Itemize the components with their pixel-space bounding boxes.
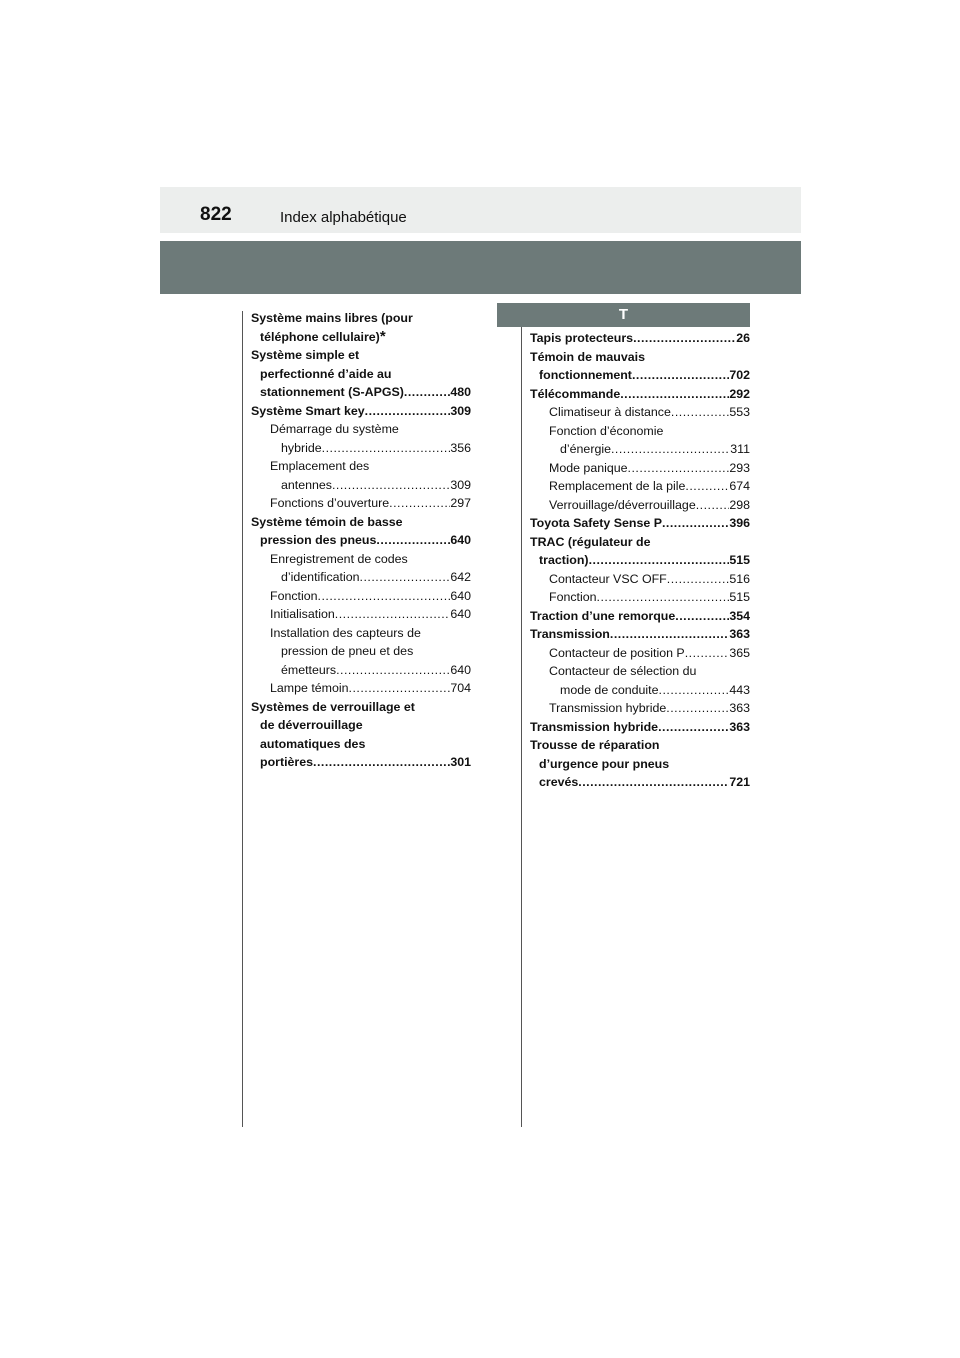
page-ref: 640 <box>450 588 471 603</box>
entry-text: antennes <box>281 477 332 492</box>
page-ref: 553 <box>729 405 750 419</box>
entry-text: Système témoin de basse <box>251 514 403 529</box>
page-header-bar <box>160 187 801 233</box>
entry-text: d’énergie <box>560 442 611 456</box>
page-ref: 292 <box>729 386 750 401</box>
entry-text: portières <box>260 755 314 769</box>
index-column-left <box>251 309 471 772</box>
page-ref: 301 <box>450 755 471 769</box>
index-subentry <box>530 644 750 663</box>
entry-text: mode de conduite <box>560 682 659 697</box>
entry-text: Tapis protecteurs <box>530 331 634 345</box>
index-subentry <box>251 550 471 587</box>
entry-text: traction) <box>539 553 589 567</box>
index-subentry <box>530 496 750 515</box>
entry-text: Témoin de mauvais <box>530 349 645 364</box>
entry-text: Emplacement des <box>270 459 370 473</box>
index-entry <box>530 736 750 792</box>
page-ref: 363 <box>729 701 750 715</box>
page-ref: 443 <box>729 682 750 697</box>
entry-text: téléphone cellulaire) <box>260 329 380 344</box>
entry-text: Systèmes de verrouillage et <box>251 699 415 714</box>
entry-text: émetteurs <box>281 662 337 677</box>
entry-text: Fonction <box>549 590 597 604</box>
index-subentry <box>251 605 471 624</box>
entry-text: Verrouillage/déverrouillage <box>549 497 696 512</box>
index-entry <box>530 385 750 404</box>
page-number: 822 <box>200 204 232 225</box>
entry-text: Remplacement de la pile <box>549 479 686 493</box>
index-column-right <box>530 329 750 792</box>
index-entry <box>251 402 471 421</box>
entry-text: Initialisation <box>270 607 335 621</box>
column-rule-left <box>242 311 243 1127</box>
page-ref: 480 <box>450 385 471 399</box>
index-subentry <box>530 662 750 699</box>
index-subentry <box>530 459 750 478</box>
page-ref: 311 <box>730 442 750 456</box>
page-ref: 297 <box>450 496 471 510</box>
index-subentry <box>530 403 750 422</box>
entry-text: Contacteur de position P <box>549 645 685 660</box>
column-rule-right <box>521 311 522 1127</box>
page-ref: 702 <box>729 368 750 382</box>
page-ref: 365 <box>729 645 750 660</box>
page-ref: 704 <box>450 681 471 695</box>
page-ref: 674 <box>729 479 750 493</box>
entry-text: Fonction <box>270 588 318 603</box>
index-entry <box>530 718 750 737</box>
index-entry <box>251 698 471 772</box>
entry-text: Climatiseur à distance <box>549 405 671 419</box>
entry-text: automatiques des <box>260 736 366 751</box>
entry-text: Toyota Safety Sense P <box>530 516 662 530</box>
index-entry <box>530 607 750 626</box>
entry-text: Télécommande <box>530 386 621 401</box>
index-subentry <box>251 587 471 606</box>
index-subentry <box>251 679 471 698</box>
index-entry <box>530 625 750 644</box>
page-ref: 515 <box>729 590 750 604</box>
index-subentry <box>251 457 471 494</box>
page-ref: 26 <box>736 331 750 345</box>
index-entry <box>530 348 750 385</box>
index-entry <box>530 329 750 348</box>
entry-text: Système mains libres (pour <box>251 311 413 325</box>
entry-text: Transmission hybride <box>549 701 667 715</box>
entry-text: Mode panique <box>549 460 628 475</box>
index-subentry <box>530 588 750 607</box>
entry-text: Installation des capteurs de <box>270 625 421 640</box>
page-ref: 642 <box>450 570 471 584</box>
entry-text: Fonctions d’ouverture <box>270 496 390 510</box>
index-entry <box>251 346 471 402</box>
page-ref: 356 <box>450 440 471 455</box>
entry-text: d’identification <box>281 570 360 584</box>
entry-text: Lampe témoin <box>270 681 349 695</box>
page-ref: 515 <box>729 553 750 567</box>
section-letter-header: T <box>497 303 750 327</box>
page-ref: 396 <box>729 516 750 530</box>
entry-text: fonctionnement <box>539 368 632 382</box>
page-ref: 354 <box>729 608 750 623</box>
page-ref: 640 <box>450 607 471 621</box>
entry-text: Contacteur de sélection du <box>549 664 697 678</box>
page-ref: 516 <box>729 571 750 586</box>
index-subentry <box>530 570 750 589</box>
entry-text: crevés <box>539 775 579 789</box>
entry-text: pression des pneus <box>260 533 377 547</box>
entry-text: Système simple et <box>251 348 360 362</box>
index-subentry <box>251 420 471 457</box>
page-ref: 293 <box>729 460 750 475</box>
entry-text: Traction d’une remorque <box>530 608 676 623</box>
index-subentry <box>530 699 750 718</box>
entry-text: Contacteur VSC OFF <box>549 571 667 586</box>
index-entry: Système mains libres (pour téléphone cellulaire) * <box>251 311 413 345</box>
entry-text: perfectionné d’aide au <box>260 366 392 381</box>
entry-text: hybride <box>281 440 322 455</box>
entry-text: Démarrage du système <box>270 422 399 436</box>
page-ref: 309 <box>450 403 471 418</box>
page-ref: 363 <box>729 627 750 641</box>
entry-text: de déverrouillage <box>260 718 363 732</box>
page-ref: 721 <box>729 775 750 789</box>
page-ref: 298 <box>729 497 750 512</box>
page-ref: 309 <box>450 477 471 492</box>
entry-text: Système Smart key <box>251 403 365 418</box>
index-subentry <box>530 422 750 459</box>
header-band <box>160 241 801 294</box>
page-ref: 640 <box>450 533 471 547</box>
entry-text: Transmission hybride <box>530 719 659 734</box>
page-ref: 363 <box>729 719 750 734</box>
index-entry <box>251 513 471 550</box>
entry-text: Fonction d’économie <box>549 423 664 438</box>
index-subentry <box>251 494 471 513</box>
page-title: Index alphabétique <box>280 209 407 226</box>
index-subentry <box>251 624 471 680</box>
entry-text: stationnement (S-APGS) <box>260 385 404 399</box>
entry-text: Transmission <box>530 627 610 641</box>
entry-text: TRAC (régulateur de <box>530 534 651 549</box>
entry-text: d’urgence pour pneus <box>539 756 670 771</box>
entry-text: Trousse de réparation <box>530 738 660 752</box>
index-entry <box>530 533 750 570</box>
entry-text: pression de pneu et des <box>281 644 414 658</box>
index-subentry <box>530 477 750 496</box>
page-ref: 640 <box>450 662 471 677</box>
index-entry <box>530 514 750 533</box>
entry-text: Enregistrement de codes <box>270 551 408 566</box>
